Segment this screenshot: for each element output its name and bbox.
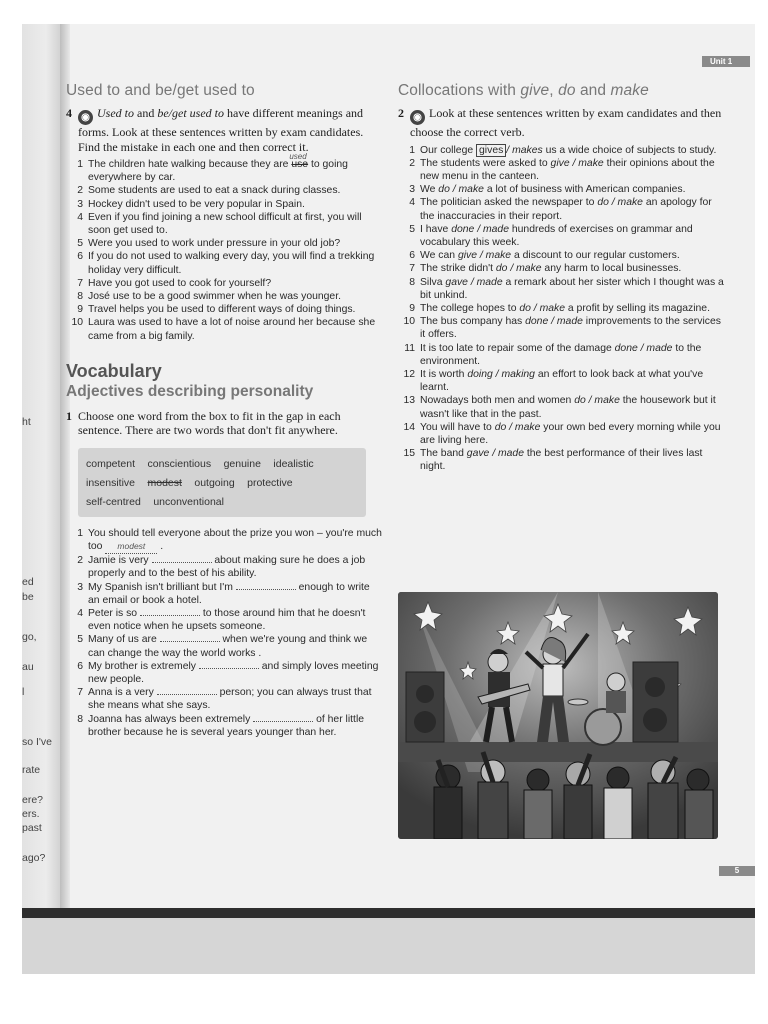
answer-gap[interactable] — [140, 615, 200, 616]
list-item: 14 You will have to do / make your own bed every morning while you are living here. — [403, 421, 721, 446]
prev-page-fragment: ere? — [22, 794, 44, 806]
list-item: 4 The politician asked the newspaper to do / make an apology for the inaccuracies in their report. — [409, 197, 712, 222]
list-item: 3 Hockey didn't used to be very popular in Spain. — [77, 198, 305, 210]
list-item: 8 José use to be a good swimmer when he was younger. — [77, 291, 341, 303]
list-item: 7 Have you got used to cook for yourself? — [77, 277, 272, 289]
list-item: 6 My brother is extremely and simply loves meeting new people. — [77, 660, 379, 686]
prev-page-fragment: so I've — [22, 736, 53, 748]
answer-gap[interactable]: modest — [105, 540, 157, 554]
prev-page-fragment: au — [22, 661, 34, 673]
exercise-4-instruction: 4 ◉ Used to and be/get used to have different meanings and forms. Look at these sentences written by exam candidates. Find the mistake in each one and then correct it. — [66, 106, 364, 154]
list-item: 13 Nowadays both men and women do / make the housework but it wasn't like that in the past. — [403, 395, 716, 420]
list-item: 2 Jamie is very about making sure he does a job properly and to the best of his ability. — [77, 555, 366, 580]
prev-page-fragment: l — [22, 686, 25, 698]
list-item: 8 Silva gave / made a remark about her sister which I thought was a bit unkind. — [409, 276, 724, 301]
word-box-item: insensitive — [86, 476, 136, 489]
used-to-heading: Used to and be/get used to — [66, 82, 255, 99]
list-item: 3 We do / make a lot of business with American companies. — [409, 184, 686, 196]
word-box-item: conscientious — [147, 457, 212, 470]
prev-page-fragment: rate — [22, 764, 41, 776]
right-column — [398, 82, 724, 474]
list-item: 5 Were you used to work under pressure in your old job? — [77, 238, 341, 250]
used-to-list — [66, 152, 384, 343]
word-box-item: competent — [86, 457, 136, 470]
list-item: 6 We can give / make a discount to our regular customers. — [409, 250, 680, 262]
scan-background — [22, 918, 755, 974]
answer-gap[interactable] — [199, 668, 259, 669]
exercise-1-instruction: 1 Choose one word from the box to fit in the gap in each sentence. There are two words that don't fit anywhere. — [66, 408, 341, 438]
list-item: 15 The band gave / made the best performance of their lives last night. — [403, 448, 703, 473]
handwritten-correction: used — [289, 152, 307, 161]
list-item: 8 Joanna has always been extremely of her little brother because he is several years younger than her. — [77, 713, 365, 738]
word-box-item: self-centred — [86, 495, 141, 508]
prev-page-fragment: go, — [22, 631, 37, 643]
list-item: 7 Anna is a very person; you can always trust that she means what she says. — [77, 687, 372, 712]
prev-page-fragment: ago? — [22, 852, 46, 864]
exam-candidate-icon: ◉ — [410, 110, 425, 125]
answer-gap[interactable] — [253, 721, 313, 722]
word-box-item-used: modest — [147, 476, 182, 489]
exercise-number: 4 — [66, 106, 72, 120]
list-item: 1 Our college gives / makes us a wide choice of subjects to study. — [409, 144, 717, 156]
prev-page-fragment: past — [22, 822, 42, 834]
answer-gap[interactable] — [152, 562, 212, 563]
prev-page-fragment: ed — [22, 576, 34, 588]
prev-page-fragment: be — [22, 591, 34, 603]
list-item: 1 The children hate walking because they are used use to going everywhere by car. — [77, 152, 348, 184]
list-item: 11 It is too late to repair some of the damage done / made to the environment. — [404, 342, 702, 367]
word-box-item: protective — [247, 476, 293, 489]
list-item: 5 I have done / made hundreds of exercises on grammar and vocabulary this week. — [409, 223, 693, 248]
vocabulary-list — [66, 527, 384, 739]
vocabulary-subheading: Adjectives describing personality — [66, 382, 314, 400]
list-item: 6 If you do not used to walking every day, you will find a trekking holiday very difficult. — [77, 251, 375, 276]
prev-page-fragment: ht — [22, 416, 31, 428]
word-box-item: genuine — [223, 457, 261, 470]
list-item: 7 The strike didn't do / make any harm to local businesses. — [409, 263, 682, 275]
circled-answer: gives — [476, 144, 506, 157]
exercise-number: 2 — [398, 106, 404, 120]
list-item: 4 Even if you find joining a new school difficult at first, you will soon get used to. — [77, 211, 362, 237]
unit-tab: Unit 1 — [702, 56, 750, 67]
list-item: 3 My Spanish isn't brilliant but I'm enough to write an email or book a hotel. — [77, 581, 370, 606]
exercise-2-instruction: 2 ◉ Look at these sentences written by exam candidates and then choose the correct verb. — [398, 106, 722, 139]
page-bottom-border — [22, 908, 755, 918]
word-box-item: unconventional — [153, 495, 224, 508]
vocabulary-heading: Vocabulary — [66, 360, 162, 381]
word-box — [78, 448, 366, 517]
answer-gap[interactable] — [160, 641, 220, 642]
list-item: 9 Travel helps you be used to different ways of doing things. — [77, 304, 356, 316]
word-box-item: idealistic — [273, 457, 314, 470]
concert-scene-image — [398, 592, 718, 839]
list-item: 2 The students were asked to give / make their opinions about the new menu in the canteen. — [409, 157, 715, 182]
list-item: 10 The bus company has done / made improvements to the services it offers. — [403, 316, 721, 341]
word-box-item: outgoing — [194, 476, 235, 489]
rock-band-illustration — [398, 592, 718, 839]
answer-gap[interactable] — [236, 589, 296, 590]
left-column — [66, 82, 384, 739]
answer-gap[interactable] — [157, 694, 217, 695]
page-number: 5 — [719, 866, 755, 876]
collocations-heading: Collocations with give, do and make — [398, 82, 649, 99]
exam-candidate-icon: ◉ — [78, 110, 93, 125]
list-item: 5 Many of us are when we're young and think we can change the way the world works . — [77, 634, 368, 659]
list-item: 10 Laura was used to have a lot of noise around her because she came from a big family. — [71, 317, 376, 342]
list-item: 4 Peter is so to those around him that he doesn't even notice when he upsets someone. — [77, 608, 366, 633]
prev-page-fragment: ers. — [22, 808, 40, 820]
list-item: 9 The college hopes to do / make a profit by selling its magazine. — [409, 302, 710, 314]
list-item: 12 It is worth doing / making an effort to look back at what you've learnt. — [403, 368, 704, 394]
previous-page-edge — [22, 24, 62, 908]
list-item: 2 Some students are used to eat a snack during classes. — [77, 185, 341, 197]
list-item: 1 You should tell everyone about the prize you won – you're much too modest . — [66, 527, 384, 554]
collocations-list — [398, 144, 724, 474]
exercise-number: 1 — [66, 408, 72, 423]
